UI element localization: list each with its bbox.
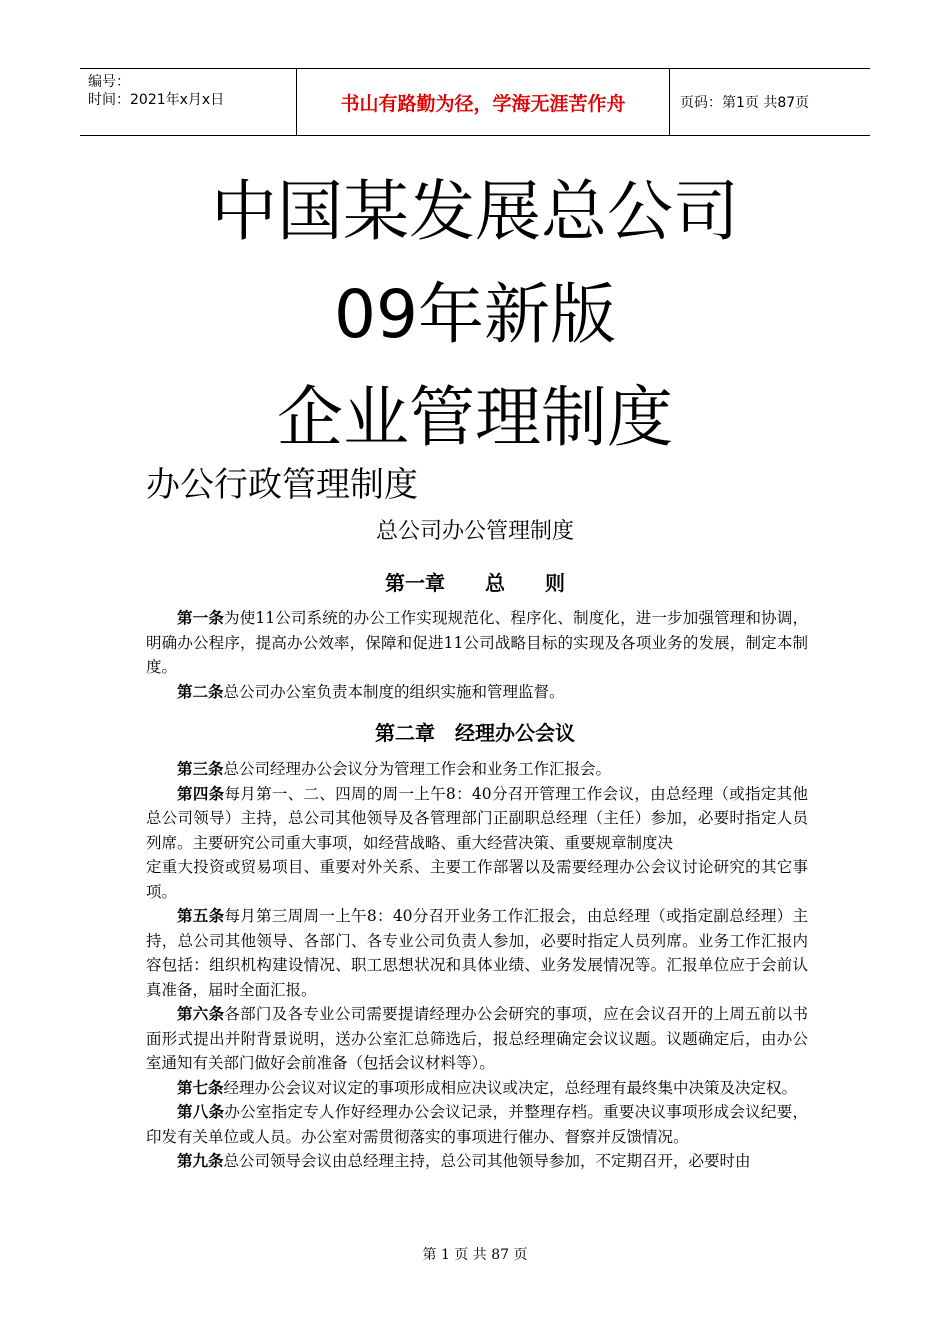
section-title: 办公行政管理制度 — [146, 465, 418, 505]
document-number: 编号： — [88, 74, 130, 90]
article-label: 第八条 — [177, 1103, 225, 1121]
document-header — [80, 68, 870, 136]
article-text: 总公司领导会议由总经理主持，总公司其他领导参加，不定期召开，必要时由 — [223, 1152, 751, 1170]
article-text: 每月第三周周一上午8：40分召开业务工作汇报会，由总经理（或指定副总经理）主持，总公司其他领导、各部门、各专业公司负责人参加，必要时指定人员列席。业务工作汇报内容包括：组织机构建设情况、职工思想状况和具体业绩、业务发展情况等。汇报单位应于会前认真准备，届时全面汇报。 — [146, 907, 808, 999]
chapter-2-title: 第二章 经理办公会议 — [375, 721, 575, 745]
article-label: 第五条 — [177, 907, 225, 925]
article — [146, 606, 808, 680]
article-continuation — [146, 855, 808, 904]
article-label: 第四条 — [177, 784, 225, 803]
article — [146, 904, 808, 1002]
article-label: 第九条 — [177, 1152, 224, 1170]
article-label: 第六条 — [177, 1005, 225, 1023]
article — [146, 680, 808, 705]
article-label: 第三条 — [177, 760, 224, 778]
article-text: 各部门及各专业公司需要提请经理办公会研究的事项，应在会议召开的上周五前以书面形式提出并附背景说明，送办公室汇总筛选后，报总经理确定会议议题。议题确定后，由办公室通知有关部门做好会前准备（包括会议材料等）。 — [146, 1005, 808, 1072]
chapter-1-body — [146, 606, 808, 704]
article — [146, 782, 808, 856]
article-text: 为使11公司系统的办公工作实现规范化、程序化、制度化，进一步加强管理和协调，明确办公程序，提高办公效率，保障和促进11公司战略目标的实现及各项业务的发展，制定本制度。 — [146, 609, 808, 676]
page-footer: 第 1 页 共 87 页 — [422, 1247, 528, 1263]
article — [146, 1002, 808, 1076]
article-text: 办公室指定专人作好经理办公会议记录，并整理存档。重要决议事项形成会议纪要，印发有关单位或人员。办公室对需贯彻落实的事项进行催办、督察并反馈情况。 — [146, 1103, 808, 1146]
article-text: 总公司办公室负责本制度的组织实施和管理监督。 — [223, 682, 565, 701]
article — [146, 1100, 808, 1149]
document-time: 时间：2021年x月x日 — [88, 92, 225, 108]
article-text: 总公司经理办公会议分为管理工作会和业务工作汇报会。 — [223, 760, 612, 778]
article-label: 第七条 — [177, 1078, 224, 1097]
article-text: 每月第一、二、四周的周一上午8：40分召开管理工作会议，由总经理（或指定其他总公司领导）主持，总公司其他领导及各管理部门正副职总经理（主任）参加，必要时指定人员列席。主要研究公司重大事项，如经营战略、重大经营决策、重要规章制度决 — [146, 784, 808, 852]
article-text: 经理办公会议对议定的事项形成相应决议或决定，总经理有最终集中决策及决定权。 — [223, 1078, 798, 1097]
article-label: 第一条 — [177, 609, 225, 627]
header-motto: 书山有路勤为径，学海无涯苦作舟 — [297, 69, 670, 136]
chapter-1-title: 第一章 总 则 — [385, 571, 565, 595]
main-title-line-2: 09年新版 — [334, 276, 616, 353]
chapter-2-body — [146, 757, 808, 1174]
header-page-number: 页码：第1页 共87页 — [670, 69, 871, 136]
header-meta — [80, 69, 297, 136]
article — [146, 1076, 808, 1101]
article-label: 第二条 — [177, 682, 224, 701]
main-title-line-1: 中国某发展总公司 — [211, 173, 739, 250]
document-subtitle: 总公司办公管理制度 — [375, 519, 574, 544]
article — [146, 1149, 808, 1174]
article — [146, 757, 808, 782]
article-text: 定重大投资或贸易项目、重要对外关系、主要工作部署以及需要经理办公会议讨论研究的其它事项。 — [146, 858, 808, 901]
main-title-line-3: 企业管理制度 — [277, 379, 673, 456]
